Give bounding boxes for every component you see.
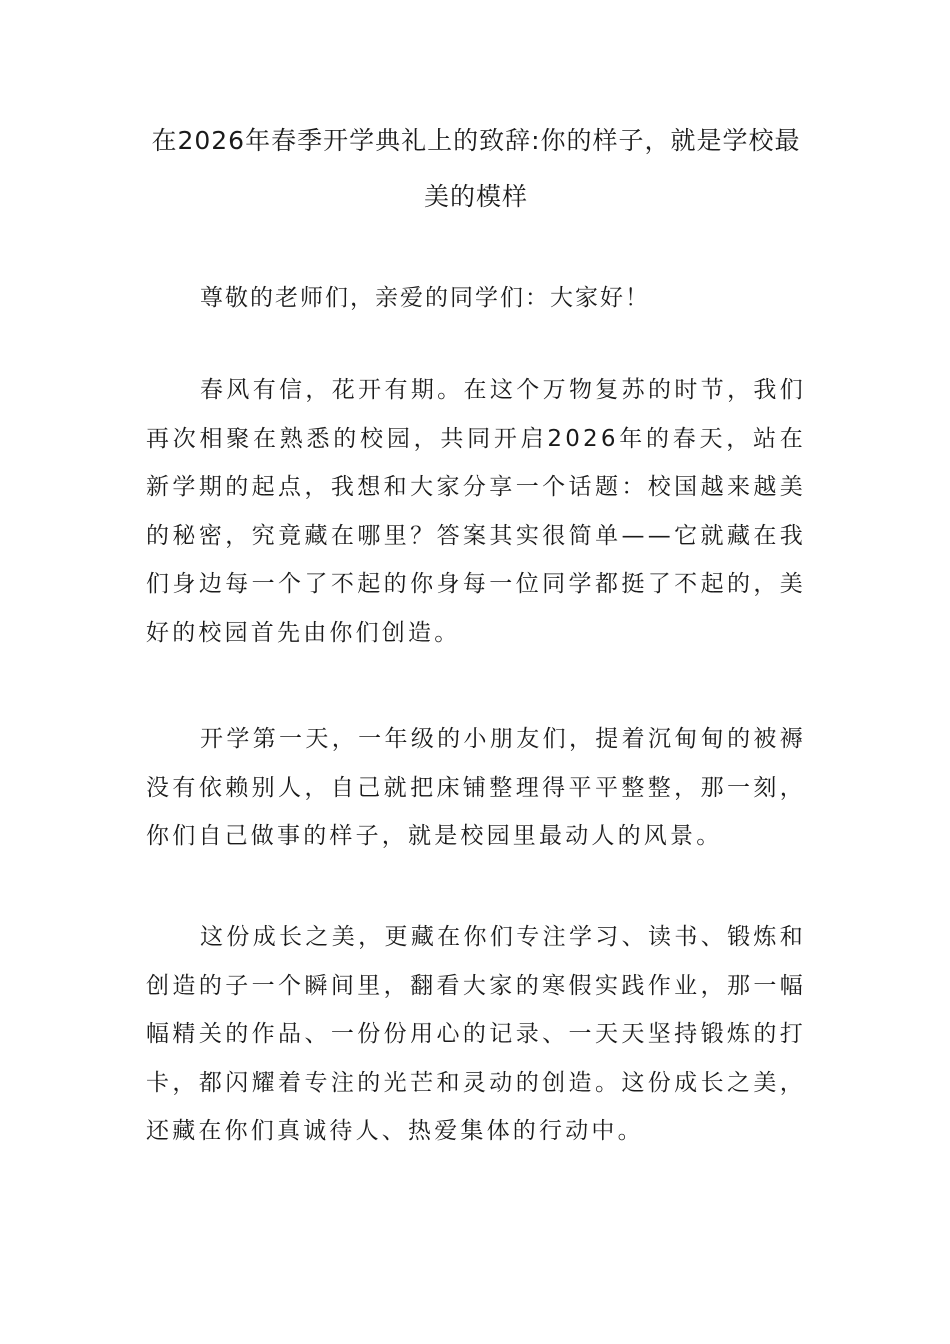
body-paragraph-1: 春风有信，花开有期。在这个万物复苏的时节，我们再次相聚在熟悉的校园，共同开启2026年的春天，站在新学期的起点，我想和大家分享一个话题：校国越来越美的秘密，究竟藏在哪里？答案其实很简单——它就藏在我们身边每一个了不起的你身每一位同学都挺了不起的，美好的校园首先由你们创造。 [146, 377, 806, 646]
body-paragraph-2: 开学第一天，一年级的小朋友们，提着沉甸甸的被褥没有依赖别人，自己就把床铺整理得平平整整，那一刻，你们自己做事的样子，就是校园里最动人的风景。 [146, 726, 806, 849]
greeting-paragraph: 尊敬的老师们，亲爱的同学们：大家好！ [200, 285, 650, 311]
body-paragraph-3: 这份成长之美，更藏在你们专注学习、读书、锻炼和创造的子一个瞬间里，翻看大家的寒假实践作业，那一幅幅精关的作品、一份份用心的记录、一天天坚持锻炼的打卡，都闪耀着专注的光芒和灵动的创造。这份成长之美，还藏在你们真诚待人、热爱集体的行动中。 [146, 924, 806, 1144]
document-title: 在2026年春季开学典礼上的致辞:你的样子，就是学校最美的模样 [151, 126, 801, 211]
